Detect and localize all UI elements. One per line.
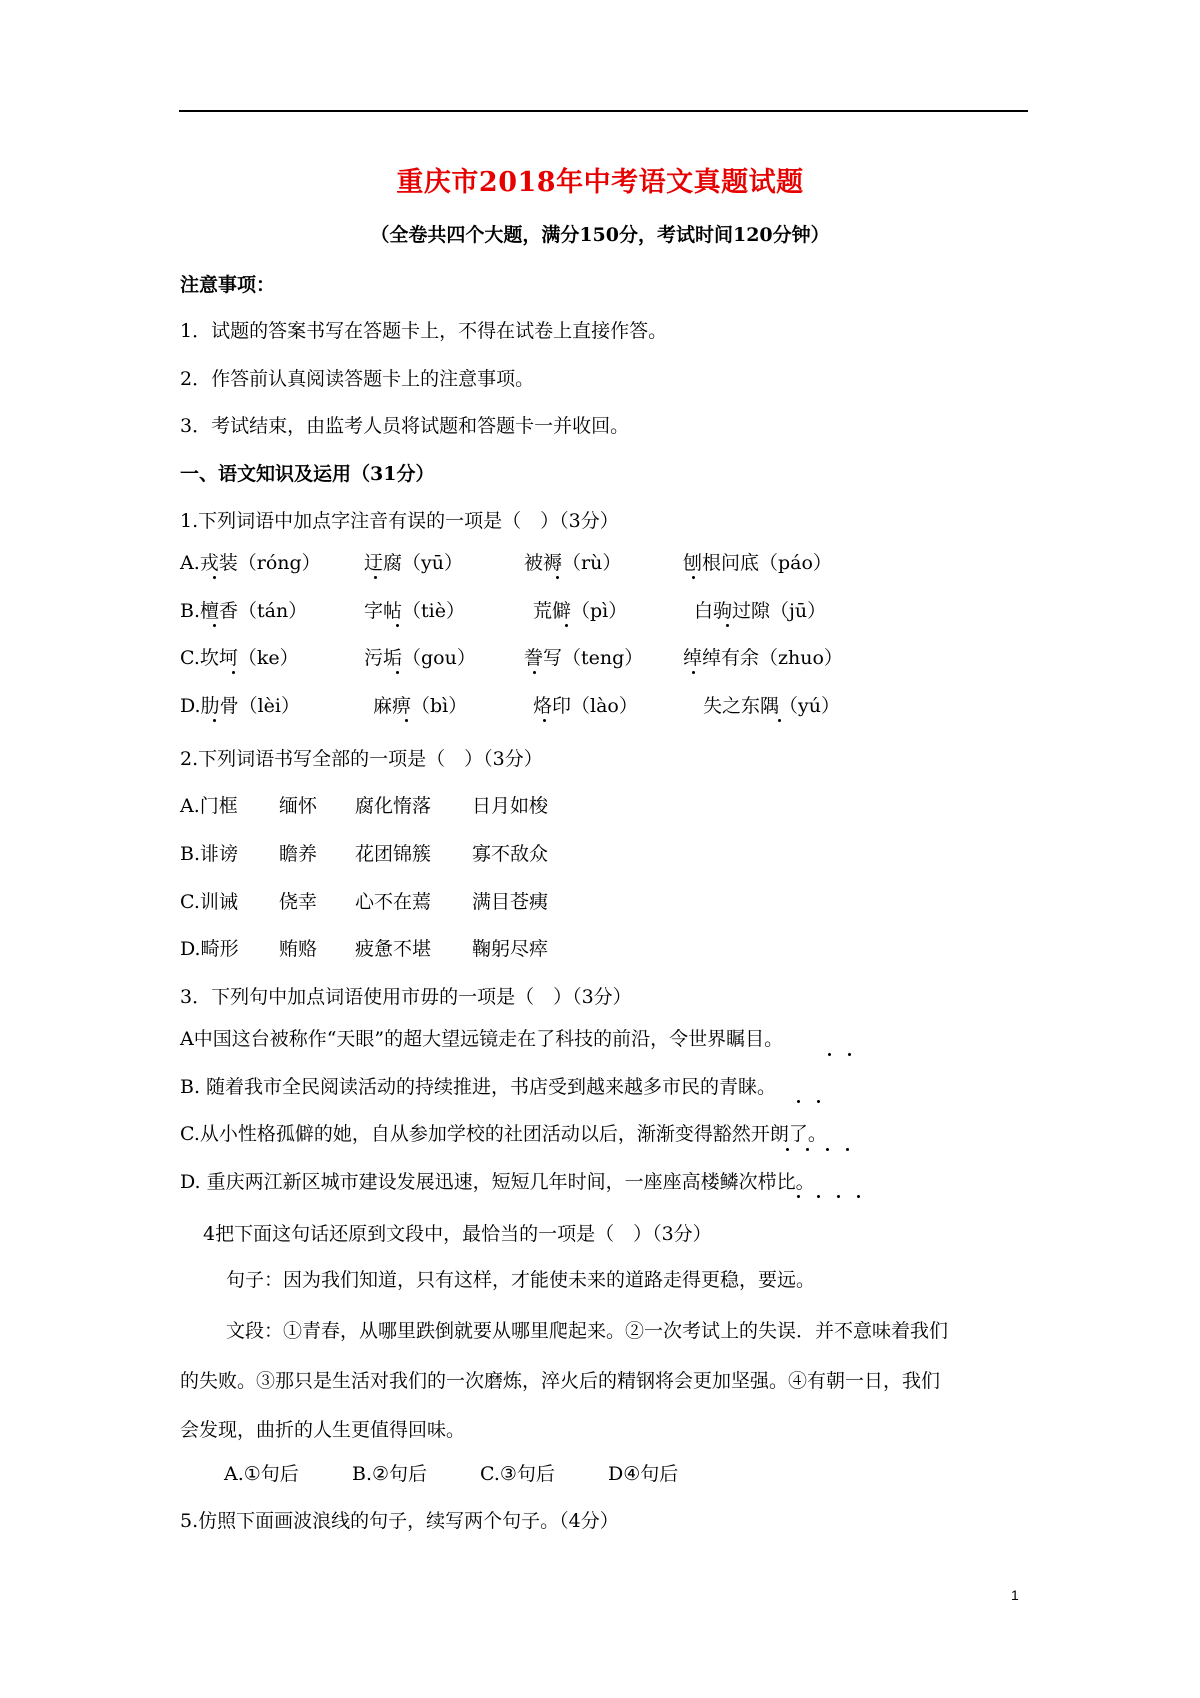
q2-option: C.训诫	[180, 891, 238, 913]
emphasis-dot	[692, 671, 695, 674]
emphasis-dot	[837, 1195, 840, 1198]
emphasis-dot	[232, 671, 235, 674]
emphasis-dot	[817, 1195, 820, 1198]
q2-option: 满目苍痍	[472, 891, 549, 913]
page-title: 重庆市2018年中考语文真题试题	[396, 167, 804, 198]
note-item: 2．作答前认真阅读答题卡上的注意事项。	[180, 368, 535, 390]
q2-option: 腐化惰落	[355, 795, 432, 817]
q2-option: 日月如梭	[472, 795, 549, 817]
q3-option: D. 重庆两江新区城市建设发展迅速，短短几年时间，一座座高楼鳞次栉比。	[180, 1171, 815, 1193]
q2-option: 瞻养	[279, 843, 318, 865]
q1-option: D.肋骨（lèi）	[180, 695, 300, 717]
q1-option: 失之东隅（yú）	[703, 695, 840, 717]
q2-option: A.门框	[180, 795, 238, 817]
q1-option: 烙印（lào）	[533, 695, 638, 717]
notes-heading: 注意事项：	[180, 274, 276, 296]
q3-option: B. 随着我市全民阅读活动的持续推进，书店受到越来越多市民的青睐。	[180, 1076, 777, 1098]
q4-stem: 4把下面这句话还原到文段中，最恰当的一项是（ ）（3分）	[203, 1223, 712, 1245]
q1-option: A.戎装（róng）	[180, 552, 321, 574]
q2-option: 寡不敌众	[472, 843, 549, 865]
q4-choice: D④句后	[608, 1463, 679, 1485]
q2-option: 疲惫不堪	[355, 938, 432, 960]
q4-sentence: 句子：因为我们知道，只有这样，才能使未来的道路走得更稳，要远。	[226, 1269, 816, 1291]
q1-option: 麻痹（bì）	[373, 695, 468, 717]
q4-passage-line: 的失败。③那只是生活对我们的一次磨炼，淬火后的精钢将会更加坚强。④有朝一日，我们	[180, 1370, 941, 1392]
emphasis-dot	[213, 576, 216, 579]
q4-choice: A.①句后	[224, 1463, 299, 1485]
exam-subtitle: （全卷共四个大题，满分150分，考试时间120分钟）	[370, 224, 830, 246]
q1-option: 誊写（teng）	[524, 647, 644, 669]
emphasis-dot	[405, 719, 408, 722]
q2-option: 贿赂	[279, 938, 318, 960]
q1-option: 污垢（gou）	[364, 647, 476, 669]
q4-choice: C.③句后	[480, 1463, 555, 1485]
emphasis-dot	[828, 1053, 831, 1056]
q3-stem: 3．下列句中加点词语使用市毋的一项是（ ）（3分）	[180, 986, 632, 1008]
q1-option: 绰绰有余（zhuo）	[683, 647, 843, 669]
q2-option: D.畸形	[180, 938, 239, 960]
q1-option: 被褥（rù）	[524, 552, 622, 574]
q3-option: A中国这台被称作“天眼”的超大望远镜走在了科技的前沿，令世界瞩目。	[180, 1028, 784, 1050]
emphasis-dot	[533, 671, 536, 674]
q2-option: 缅怀	[279, 795, 318, 817]
emphasis-dot	[543, 719, 546, 722]
q2-stem: 2.下列词语书写全部的一项是（ ）（3分）	[180, 748, 543, 770]
q4-passage-line: 文段：①青春，从哪里跌倒就要从哪里爬起来。②一次考试上的失误．并不意味着我们	[226, 1320, 949, 1342]
emphasis-dot	[797, 1195, 800, 1198]
q1-option: 迂腐（yū）	[364, 552, 463, 574]
page-number: 1	[1011, 1587, 1019, 1603]
emphasis-dot	[726, 624, 729, 627]
q1-option: 白驹过隙（jū）	[694, 600, 827, 622]
q2-option: 花团锦簇	[355, 843, 432, 865]
header-rule	[179, 110, 1028, 112]
emphasis-dot	[778, 719, 781, 722]
note-item: 3．考试结束，由监考人员将试题和答题卡一并收回。	[180, 415, 630, 437]
q5-stem: 5.仿照下面画波浪线的句子，续写两个句子。（4分）	[180, 1510, 619, 1532]
emphasis-dot	[786, 1148, 789, 1151]
emphasis-dot	[857, 1195, 860, 1198]
q2-option: B.诽谤	[180, 843, 239, 865]
emphasis-dot	[826, 1148, 829, 1151]
emphasis-dot	[692, 576, 695, 579]
emphasis-dot	[797, 1100, 800, 1103]
q1-option: B.檀香（tán）	[180, 600, 308, 622]
section-heading: 一、语文知识及运用（31分）	[180, 463, 435, 485]
note-item: 1．试题的答案书写在答题卡上，不得在试卷上直接作答。	[180, 320, 668, 342]
emphasis-dot	[817, 1100, 820, 1103]
emphasis-dot	[396, 624, 399, 627]
emphasis-dot	[565, 624, 568, 627]
q2-option: 鞠躬尽瘁	[472, 938, 549, 960]
q1-option: 刨根问底（páo）	[683, 552, 832, 574]
emphasis-dot	[396, 671, 399, 674]
q4-passage-line: 会发现，曲折的人生更值得回味。	[180, 1419, 466, 1441]
q4-choice: B.②句后	[352, 1463, 428, 1485]
q1-option: 字帖（tiè）	[364, 600, 465, 622]
emphasis-dot	[848, 1053, 851, 1056]
emphasis-dot	[556, 576, 559, 579]
emphasis-dot	[374, 576, 377, 579]
q1-stem: 1.下列词语中加点字注音有误的一项是（ ）（3分）	[180, 510, 619, 532]
emphasis-dot	[213, 719, 216, 722]
q2-option: 心不在蔫	[355, 891, 432, 913]
emphasis-dot	[846, 1148, 849, 1151]
q1-option: C.坎坷（ke）	[180, 647, 299, 669]
q1-option: 荒僻（pì）	[533, 600, 628, 622]
emphasis-dot	[806, 1148, 809, 1151]
q3-option: C.从小性格孤僻的她，自从参加学校的社团活动以后，渐渐变得豁然开朗了。	[180, 1123, 827, 1145]
emphasis-dot	[213, 624, 216, 627]
q2-option: 侥幸	[279, 891, 318, 913]
